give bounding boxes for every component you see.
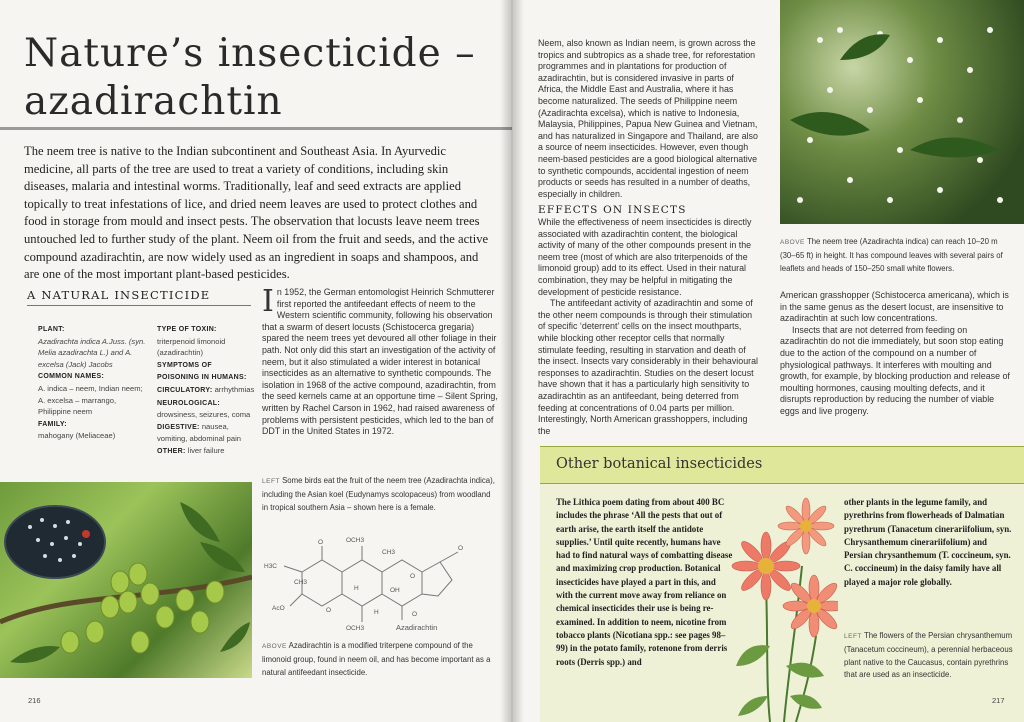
page-number-right: 217 (992, 696, 1005, 705)
label-ch3-2: CH3 (294, 579, 308, 586)
section-heading-natural: A NATURAL INSECTICIDE (27, 288, 211, 302)
effects-para-2: The antifeedant activity of azadirachtin and some of the other neem compounds is through their stimulation of specific ‘deterrent’ cells on the insect mouthparts, while blocking other receptor cells that normally stimulate feeding, resulting in starvation and death of the insect. Insects vary considerably in their behavioural responses to azadirachtin. Studies on the desert locust have shown that it has a particularly high sensitivity to azadirachtin as an antifeedant, being deterred from feeding at concentrations of 0.04 parts per million. Interestingly, North American grasshoppers, including the (538, 298, 759, 436)
page-number-left: 216 (28, 696, 41, 705)
label-och3-bottom: OCH3 (346, 625, 365, 632)
label-och3-top: OCH3 (346, 537, 365, 544)
page-title (24, 30, 494, 126)
title-line-1: Nature’s insecticide – (24, 31, 476, 76)
body-text-right-col2 (780, 290, 1012, 418)
label-o-5: O (412, 611, 418, 618)
persian-chrysanthemum-drawing (726, 496, 838, 722)
label-aco: AcO (272, 605, 285, 612)
fact-symptoms: SYMPTOMS OF POISONING IN HUMANS: (157, 361, 247, 382)
label-o-1: O (318, 539, 324, 546)
fact-circulatory: CIRCULATORY: arrhythmias (157, 384, 255, 394)
fact-common-names: COMMON NAMES: A. indica – neem, Indian neem; A. excelsa – marrango, Philippine neem (38, 373, 143, 417)
structure-name: Azadirachtin (396, 623, 438, 632)
book-gutter (500, 0, 524, 722)
label-oh: OH (390, 587, 400, 594)
label-h-1: H (354, 585, 359, 592)
box-text-right: other plants in the legume family, and pyrethrins from flowerheads of Dalmatian pyrethrum (Tanacetum cinerariifolium, syn. Chrysanthemum cinerariifolium) and Persian chrysanthemum (T. coccineum, syn. C. coccineum) in the daisy family have all played a major role globally. (844, 497, 1012, 587)
title-rule (0, 127, 512, 130)
chrysanthemum-illustration (726, 496, 838, 722)
body-text-right-col1 (538, 217, 760, 437)
sidebar-box-title: Other botanical insecticides (556, 456, 763, 472)
intro-paragraph: The neem tree is native to the Indian subcontinent and Southeast Asia. In Ayurvedic medicine, all parts of the tree are used to treat a variety of conditions, including skin diseases, malaria and intestinal worms. Traditionally, leaf and seed extracts are applied topically to treat infestations of lice, and dried neem leaves are used to protect clothes and food in storage from mould and insect pests. The observation that locusts leave neem trees untouched led to further study of the plant. Neem oil from the fruit and seeds, and the active compound azadirachtin, are now widely used as an ingredient in soaps and shampoos, and are one of the most important plant-based pesticides. (24, 144, 489, 282)
neem-flowers-illustration (780, 0, 1024, 224)
body-text-left: In 1952, the German entomologist Heinrich Schmutterer first reported the antifeedant effects of neem to the Western scientific community, following his observation that a swarm of desert locusts (Schistocerca gregaria) spared the neem trees yet devoured all other foliage in their path. Not only did this start an investigation of the activity of neem, but it also stimulated a wider interest in botanical insecticides as an alternative to synthetic compounds. The isolation in 1968 of the active compound, azadirachtin, from the seed kernels came at an opportune time – Silent Spring, written by Rachel Carson in 1962, had raised awareness of problems with persistent pesticides, which led to the ban of DDT in the United States in 1972. (262, 284, 498, 437)
fact-family: FAMILY: mahogany (Meliaceae) (38, 420, 116, 441)
section-rule (27, 305, 251, 306)
col2-para-2: Insects that are not deterred from feeding on azadirachtin do not die immediately, but soon stop eating due to the action of the compound on a number of physiological pathways. It interferes with moulting and growth, for example, by blocking production and release of moulting hormones, causing moulting defects, and it disrupts reproduction by reducing the number of viable eggs and live progeny. (780, 324, 1010, 416)
box-text-left: The Lithica poem dating from about 400 BC includes the phrase ‘All the pests that out of earth arise, the earth itself the antidote supplies.’ Until quite recently, humans have had to find natural ways of combatting disease and maximizing crop production. Botanical insecticides have played a part in this, and with the current move away from reliance on chemical insecticides their use is being re-examined. In addition to neem, nicotine from tobacco plants (Nicotiana spp.: see pages 98–99) in the potato family, rotenone from derris roots (Derris spp.) and (556, 497, 733, 667)
neem-tree-photo (780, 0, 1024, 224)
chemical-structure (262, 532, 498, 634)
col2-para-1: American grasshopper (Schistocerca americana), which is in the same genus as the desert locust, are insensitive to azadirachtin at such low concentrations. (780, 290, 1009, 324)
fact-neurological: NEUROLOGICAL: drowsiness, seizures, coma (157, 399, 251, 420)
fact-toxin: TYPE OF TOXIN: triterpenoid limonoid (azadirachtin) (157, 326, 226, 358)
fact-other: OTHER: liver failure (157, 445, 225, 455)
facts-column-2 (157, 323, 255, 458)
facts-column-1 (38, 323, 146, 442)
caption-structure: ABOVE Azadirachtin is a modified triterpene compound of the limonoid group, found in neem oil, and has become important as a natural antifeedant insecticide. (262, 641, 491, 677)
label-h3c: H3C (264, 563, 278, 570)
right-page (512, 0, 1024, 722)
section-heading-effects: EFFECTS ON INSECTS (538, 204, 687, 216)
bird-fruit-illustration (0, 482, 252, 678)
label-o-4: O (326, 607, 332, 614)
sidebar-box-header (540, 446, 1024, 484)
title-line-2: azadirachtin (24, 79, 283, 124)
body-text-right-col1-para1: Neem, also known as Indian neem, is grown across the tropics and subtropics as a shade tree, for reforestation programmes and in plantations for production of azadirachtin, but is considered invasive in parts of Africa, the Middle East and Australia, where it has become naturalized. The seeds of Philippine neem (Azadirachta excelsa), which is native to Indonesia, Malaysia, Philippines, Papua New Guinea and Vietnam, and has naturalized in Singapore and Thailand, are also a source of neem insecticides. However, even though neem-based pesticides are a good biological alternative to synthetic compounds, accidental ingestion of neem products or seeds has resulted in a number of deaths, especially in children. (538, 38, 758, 199)
label-h-2: H (374, 609, 379, 616)
effects-para-1: While the effectiveness of neem insecticides is directly associated with azadirachtin content, the biological activity of many of the other compounds present in the neem tree (most of which are also triterpenoids of the limonoid group) add to its effect. Used in their natural combination, they may be helpful in mitigating the development of pesticide resistance. (538, 217, 752, 297)
label-o-3: O (458, 545, 464, 552)
caption-neem: ABOVE The neem tree (Azadirachta indica) can reach 10–20 m (30–65 ft) in height. It has compound leaves with several pairs of leaflets and heads of 150–250 small white flowers. (780, 237, 1003, 273)
azadirachtin-structure-diagram (262, 532, 498, 634)
sidebar-box (540, 446, 1024, 722)
fact-digestive: DIGESTIVE: nausea, vomiting, abdominal pain (157, 421, 242, 444)
caption-bird: LEFT Some birds eat the fruit of the neem tree (Azadirachta indica), including the Asian koel (Eudynamys scolopaceus) from woodland in tropical southern Asia – shown here is a female. (262, 476, 495, 512)
drop-cap: I (262, 284, 274, 319)
label-ch3-1: CH3 (382, 549, 396, 556)
fact-plant: PLANT: Azadirachta indica A.Juss. (syn. Melia azadirachta L.) and A. excelsa (Jack) Jacobs (38, 326, 146, 369)
label-o-2: O (410, 573, 416, 580)
bird-photo (0, 482, 252, 678)
caption-flower: LEFT The flowers of the Persian chrysanthemum (Tanacetum coccineum), a perennial herbaceous plant native to the Caucasus, contain pyrethrins that are used as an insecticide. (844, 631, 1013, 680)
